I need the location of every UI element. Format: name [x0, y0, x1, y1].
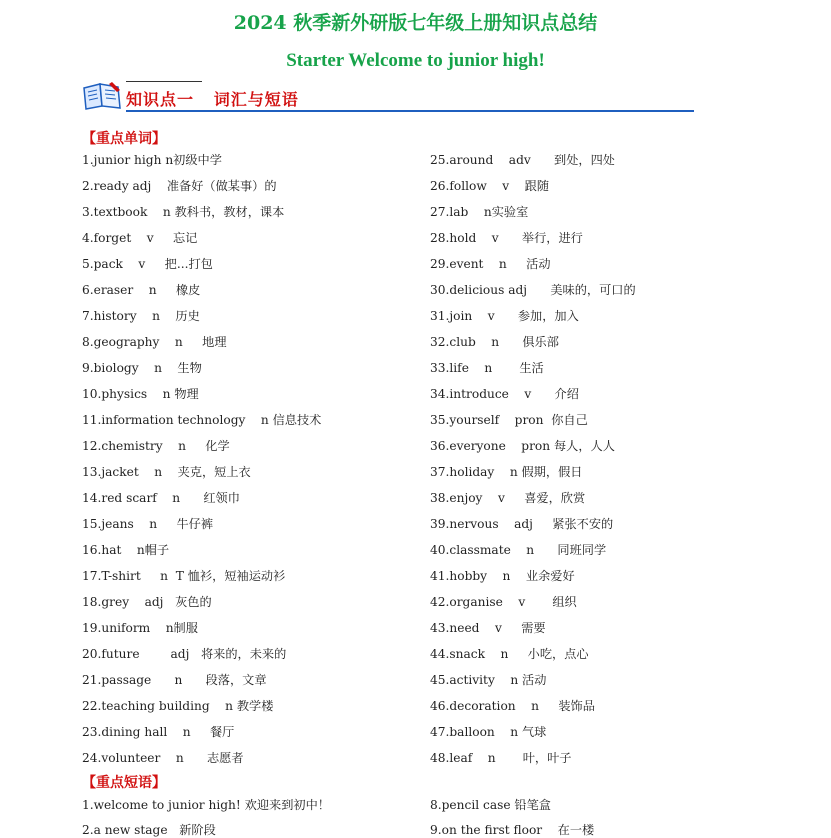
phrase-item: 9.on the first floor 在一楼	[430, 823, 595, 837]
vocab-item: 42.organise v 组织	[430, 595, 577, 609]
vocab-item: 27.lab n实验室	[430, 205, 529, 219]
vocab-item: 38.enjoy v 喜爱，欣赏	[430, 491, 586, 505]
phrase-item: 8.pencil case 铅笔盒	[430, 798, 551, 812]
vocab-item: 2.ready adj 准备好（做某事）的	[82, 179, 277, 193]
vocab-heading: 【重点单词】	[82, 131, 166, 147]
vocab-item: 48.leaf n 叶，叶子	[430, 751, 572, 765]
vocab-item: 11.information technology n 信息技术	[82, 413, 322, 427]
phrases-heading: 【重点短语】	[82, 775, 166, 791]
vocab-item: 40.classmate n 同班同学	[430, 543, 607, 557]
phrase-item: 1.welcome to junior high! 欢迎来到初中！	[82, 798, 330, 812]
section-rule-top	[126, 81, 202, 82]
vocab-item: 19.uniform n制服	[82, 621, 198, 635]
vocab-item: 32.club n 俱乐部	[430, 335, 559, 349]
vocab-item: 35.yourself pron 你自己	[430, 413, 588, 427]
vocab-item: 5.pack v 把...打包	[82, 257, 213, 271]
vocab-item: 13.jacket n 夹克，短上衣	[82, 465, 251, 479]
vocab-item: 18.grey adj 灰色的	[82, 595, 212, 609]
vocab-item: 17.T-shirt n T 恤衫，短袖运动衫	[82, 569, 286, 583]
vocab-item: 29.event n 活动	[430, 257, 551, 271]
vocab-item: 23.dining hall n 餐厅	[82, 725, 235, 739]
open-book-icon	[82, 82, 122, 110]
vocab-item: 20.future adj 将来的，未来的	[82, 647, 287, 661]
vocab-item: 31.join v 参加，加入	[430, 309, 579, 323]
vocab-item: 4.forget v 忘记	[82, 231, 198, 245]
vocab-item: 47.balloon n 气球	[430, 725, 547, 739]
vocab-item: 26.follow v 跟随	[430, 179, 550, 193]
phrase-item: 2.a new stage 新阶段	[82, 823, 216, 837]
page-title: 2024 秋季新外研版七年级上册知识点总结	[233, 12, 598, 34]
vocab-item: 34.introduce v 介绍	[430, 387, 579, 401]
vocab-item: 9.biology n 生物	[82, 361, 202, 375]
vocab-item: 21.passage n 段落，文章	[82, 673, 267, 687]
vocab-item: 3.textbook n 教科书，教材，课本	[82, 205, 285, 219]
vocab-item: 14.red scarf n 红领巾	[82, 491, 240, 505]
page-subtitle: Starter Welcome to junior high!	[286, 50, 545, 71]
vocab-item: 25.around adv 到处，四处	[430, 153, 615, 167]
vocab-item: 16.hat n帽子	[82, 543, 170, 557]
section-header	[82, 80, 694, 112]
vocab-item: 24.volunteer n 志愿者	[82, 751, 244, 765]
vocab-item: 44.snack n 小吃，点心	[430, 647, 589, 661]
vocab-item: 41.hobby n 业余爱好	[430, 569, 575, 583]
vocab-item: 6.eraser n 橡皮	[82, 283, 201, 297]
vocab-item: 1.junior high n初级中学	[82, 153, 222, 167]
vocab-item: 7.history n 历史	[82, 309, 200, 323]
vocab-item: 45.activity n 活动	[430, 673, 547, 687]
vocab-item: 22.teaching building n 教学楼	[82, 699, 274, 713]
vocab-item: 30.delicious adj 美味的，可口的	[430, 283, 636, 297]
vocab-item: 33.life n 生活	[430, 361, 544, 375]
section-title: 知识点一 词汇与短语	[126, 90, 299, 109]
vocab-item: 43.need v 需要	[430, 621, 546, 635]
vocab-item: 15.jeans n 牛仔裤	[82, 517, 214, 531]
vocab-item: 8.geography n 地理	[82, 335, 227, 349]
vocab-item: 28.hold v 举行，进行	[430, 231, 583, 245]
vocab-item: 37.holiday n 假期，假日	[430, 465, 583, 479]
vocab-item: 39.nervous adj 紧张不安的	[430, 517, 614, 531]
section-rule	[126, 110, 694, 112]
vocab-item: 36.everyone pron 每人，人人	[430, 439, 615, 453]
vocab-item: 10.physics n 物理	[82, 387, 199, 401]
vocab-item: 46.decoration n 装饰品	[430, 699, 595, 713]
vocab-item: 12.chemistry n 化学	[82, 439, 230, 453]
